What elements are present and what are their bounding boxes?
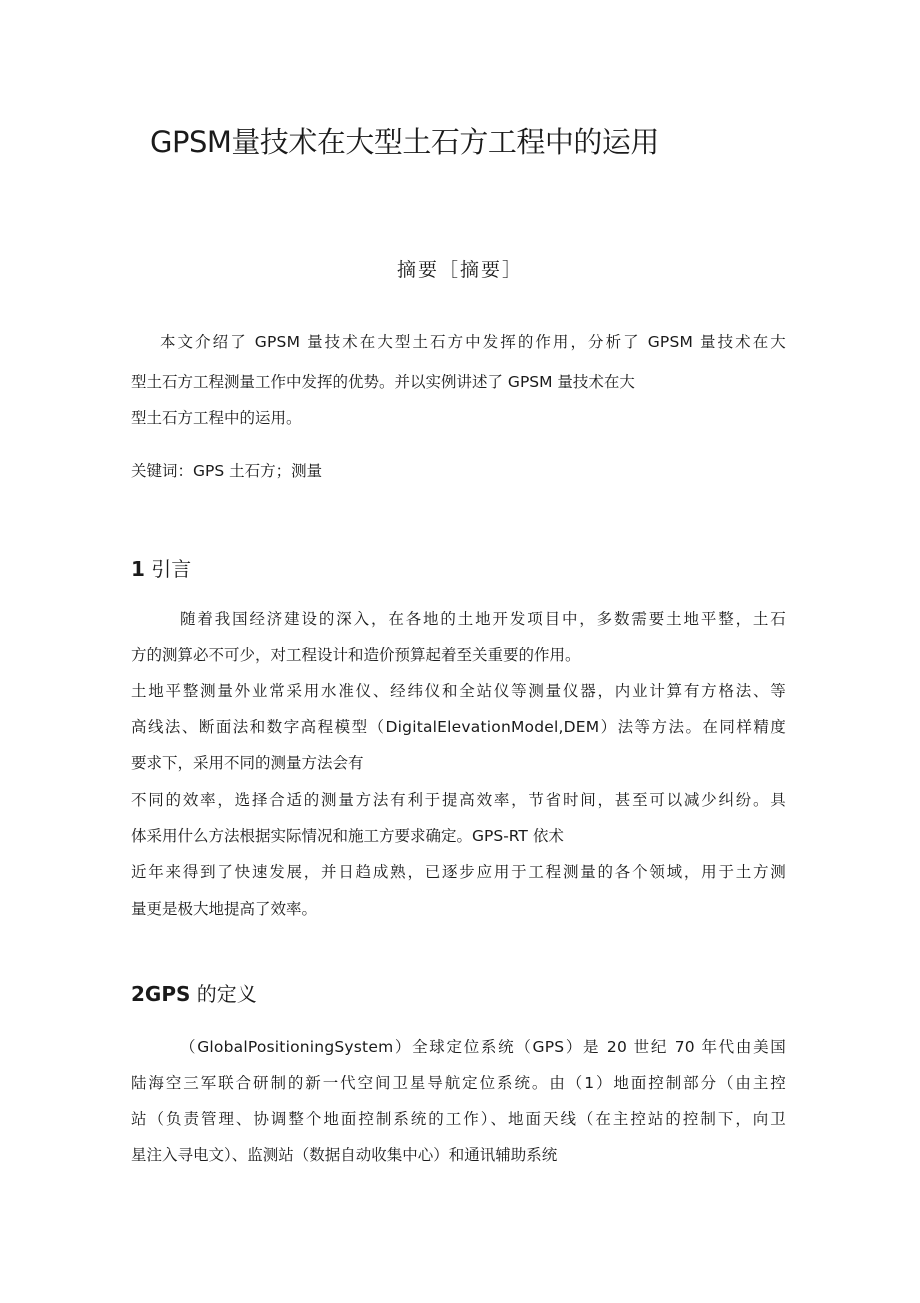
section-2-heading xyxy=(131,978,257,1007)
section-2-line-2: 陆海空三军联合研制的新一代空间卫星导航定位系统。由（1）地面控制部分（由主控 xyxy=(131,1074,786,1092)
section-2-line-4: 星注入寻电文）、监测站（数据自动收集中心）和通讯辅助系统 xyxy=(131,1146,558,1164)
abstract-heading: 摘要［摘要］ xyxy=(396,259,523,281)
section-1-line-4: 高线法、断面法和数字高程模型（DigitalElevationModel,DEM）法等方法。在同样精度 xyxy=(131,718,786,736)
section-2-title: 的定义 xyxy=(190,982,257,1006)
section-1-line-8: 近年来得到了快速发展，并日趋成熟，已逐步应用于工程测量的各个领域，用于土方测 xyxy=(131,863,786,881)
section-1-number: 1 xyxy=(131,557,145,581)
section-1-line-2: 方的测算必不可少，对工程设计和造价预算起着至关重要的作用。 xyxy=(131,646,581,664)
document-title: GPSM量技术在大型土石方工程中的运用 xyxy=(150,125,659,159)
section-1-heading xyxy=(131,553,191,582)
section-2-line-1: （GlobalPositioningSystem）全球定位系统（GPS）是 20 世纪 70 年代由美国 xyxy=(180,1038,786,1056)
section-2-number: 2GPS xyxy=(131,982,191,1006)
section-1-title: 引言 xyxy=(144,557,192,581)
abstract-line-2: 型土石方工程测量工作中发挥的优势。并以实例讲述了 GPSM 量技术在大 xyxy=(131,373,635,391)
abstract-line-3: 型土石方工程中的运用。 xyxy=(131,409,302,427)
abstract-line-1: 本文介绍了 GPSM 量技术在大型土石方中发挥的作用，分析了 GPSM 量技术在大 xyxy=(160,333,786,351)
section-1-line-5: 要求下，采用不同的测量方法会有 xyxy=(131,754,364,772)
section-1-line-9: 量更是极大地提高了效率。 xyxy=(131,900,318,918)
section-2-line-3: 站（负责管理、协调整个地面控制系统的工作）、地面天线（在主控站的控制下，向卫 xyxy=(131,1110,786,1128)
section-1-line-7: 体采用什么方法根据实际情况和施工方要求确定。GPS-RT 依术 xyxy=(131,827,564,845)
section-1-line-3: 土地平整测量外业常采用水准仪、经纬仪和全站仪等测量仪器，内业计算有方格法、等 xyxy=(131,682,786,700)
keywords: 关键词：GPS 土石方；测量 xyxy=(131,462,323,480)
section-1-line-6: 不同的效率，选择合适的测量方法有利于提高效率，节省时间，甚至可以减少纠纷。具 xyxy=(131,791,786,809)
section-1-line-1: 随着我国经济建设的深入，在各地的土地开发项目中，多数需要土地平整，土石 xyxy=(180,610,786,628)
